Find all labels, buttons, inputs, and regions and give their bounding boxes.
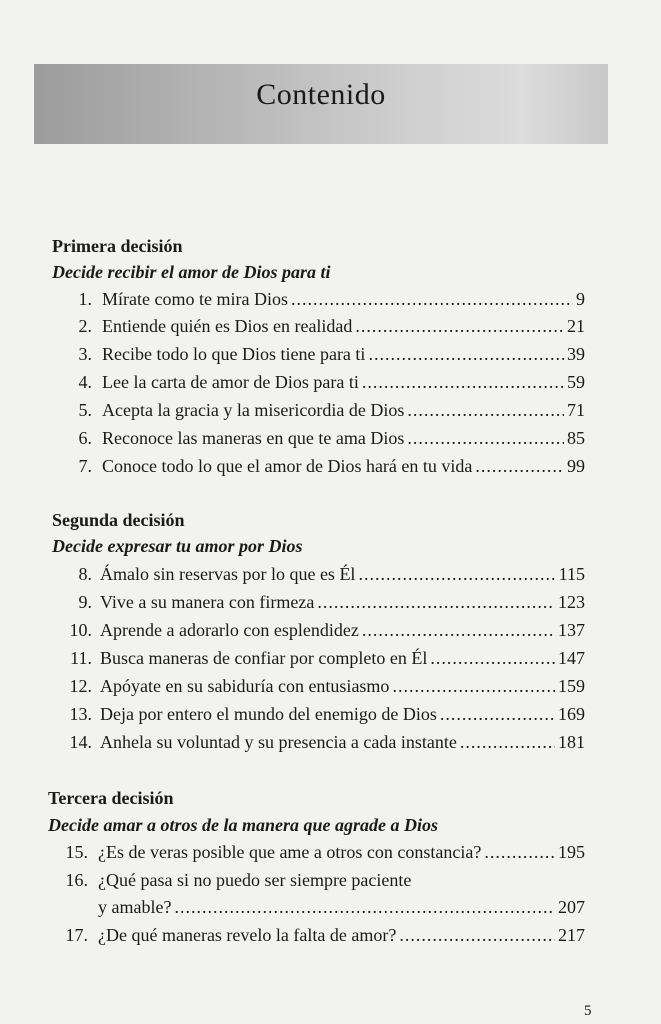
entry-number: 16.	[65, 870, 88, 890]
entry-page-number: 85	[567, 428, 585, 448]
entry-page-number: 137	[558, 620, 585, 640]
entry-title: Lee la carta de amor de Dios para ti	[102, 372, 359, 392]
toc-entry[interactable]	[0, 456, 661, 484]
entry-page-number: 123	[558, 592, 585, 612]
entry-page-number: 59	[567, 372, 585, 392]
section-subtitle: Decide recibir el amor de Dios para ti	[52, 262, 331, 282]
entry-page-number: 39	[567, 344, 585, 364]
entry-title: y amable?	[98, 897, 172, 917]
toc-entry[interactable]	[0, 732, 661, 760]
page-number: 5	[584, 1003, 592, 1019]
entry-title: Apóyate en su sabiduría con entusiasmo	[100, 676, 390, 696]
entry-title-line1: ¿Qué pasa si no puedo ser siempre paciente	[98, 870, 412, 890]
entry-number: 12.	[69, 676, 92, 696]
entry-page-number: 147	[558, 648, 585, 668]
toc-entry[interactable]	[0, 925, 661, 953]
dot-leader	[174, 897, 555, 918]
toc-entry[interactable]	[0, 648, 661, 676]
entry-title: Recibe todo lo que Dios tiene para ti	[102, 344, 366, 364]
toc-entry[interactable]	[0, 316, 661, 344]
toc-entry[interactable]	[0, 564, 661, 592]
entry-title: Acepta la gracia y la misericordia de Dios	[102, 400, 405, 420]
entry-title: Deja por entero el mundo del enemigo de Dios	[100, 704, 437, 724]
dot-leader	[484, 842, 555, 863]
entry-title: Anhela su voluntad y su presencia a cada instante	[100, 732, 457, 752]
entry-number: 7.	[78, 456, 92, 476]
dot-leader	[358, 564, 555, 585]
section-heading: Segunda decisión	[52, 510, 185, 530]
entry-page-number: 99	[567, 456, 585, 476]
toc-entry[interactable]	[0, 372, 661, 400]
entry-number: 2.	[78, 316, 92, 336]
dot-leader	[475, 456, 564, 477]
entry-title: Vive a su manera con firmeza	[100, 592, 315, 612]
dot-leader	[368, 344, 564, 365]
entry-number: 8.	[78, 564, 92, 584]
toc-entry[interactable]	[0, 344, 661, 372]
toc-entry[interactable]	[0, 842, 661, 870]
entry-title: Busca maneras de confiar por completo en Él	[100, 648, 428, 668]
section-subtitle: Decide expresar tu amor por Dios	[52, 536, 303, 556]
entry-number: 4.	[78, 372, 92, 392]
entry-title: Ámalo sin reservas por lo que es Él	[100, 564, 356, 584]
title-band	[34, 64, 608, 144]
entry-title: Conoce todo lo que el amor de Dios hará en tu vida	[102, 456, 473, 476]
section-heading: Tercera decisión	[48, 788, 174, 808]
dot-leader	[399, 925, 555, 946]
dot-leader	[440, 704, 555, 725]
dot-leader	[407, 400, 564, 421]
entry-number: 14.	[69, 732, 92, 752]
entry-number: 15.	[65, 842, 88, 862]
entry-number: 9.	[78, 592, 92, 612]
entry-number: 5.	[78, 400, 92, 420]
dot-leader	[430, 648, 555, 669]
entry-number: 1.	[78, 289, 92, 309]
dot-leader	[392, 676, 555, 697]
toc-entry[interactable]	[0, 620, 661, 648]
entry-number: 6.	[78, 428, 92, 448]
dot-leader	[362, 620, 555, 641]
entry-page-number: 21	[567, 316, 585, 336]
toc-entry[interactable]	[0, 400, 661, 428]
entry-number: 13.	[69, 704, 92, 724]
entry-page-number: 207	[558, 897, 585, 917]
entry-title: Entiende quién es Dios en realidad	[102, 316, 353, 336]
entry-number: 3.	[78, 344, 92, 364]
page-title: Contenido	[256, 78, 386, 111]
entry-title: Aprende a adorarlo con esplendidez	[100, 620, 359, 640]
entry-page-number: 115	[558, 564, 585, 584]
entry-title: Mírate como te mira Dios	[102, 289, 288, 309]
entry-title: ¿Es de veras posible que ame a otros con constancia?	[98, 842, 482, 862]
entry-page-number: 71	[567, 400, 585, 420]
entry-number: 17.	[65, 925, 88, 945]
toc-entry[interactable]	[0, 592, 661, 620]
dot-leader	[291, 289, 573, 310]
entry-page-number: 195	[558, 842, 585, 862]
section-heading: Primera decisión	[52, 236, 183, 256]
entry-page-number: 169	[558, 704, 585, 724]
entry-title: Reconoce las maneras en que te ama Dios	[102, 428, 405, 448]
entry-page-number: 159	[558, 676, 585, 696]
entry-title: ¿De qué maneras revelo la falta de amor?	[98, 925, 397, 945]
toc-entry[interactable]	[0, 870, 661, 926]
dot-leader	[355, 316, 564, 337]
entry-page-number: 181	[558, 732, 585, 752]
toc-entry[interactable]	[0, 428, 661, 456]
toc-entry[interactable]	[0, 289, 661, 317]
dot-leader	[460, 732, 555, 753]
dot-leader	[407, 428, 564, 449]
dot-leader	[362, 372, 564, 393]
entry-page-number: 217	[558, 925, 585, 945]
toc-entry[interactable]	[0, 676, 661, 704]
dot-leader	[317, 592, 555, 613]
entry-number: 10.	[69, 620, 92, 640]
toc-entry[interactable]	[0, 704, 661, 732]
entry-number: 11.	[70, 648, 92, 668]
entry-page-number: 9	[576, 289, 585, 309]
section-subtitle: Decide amar a otros de la manera que agrade a Dios	[48, 815, 438, 835]
